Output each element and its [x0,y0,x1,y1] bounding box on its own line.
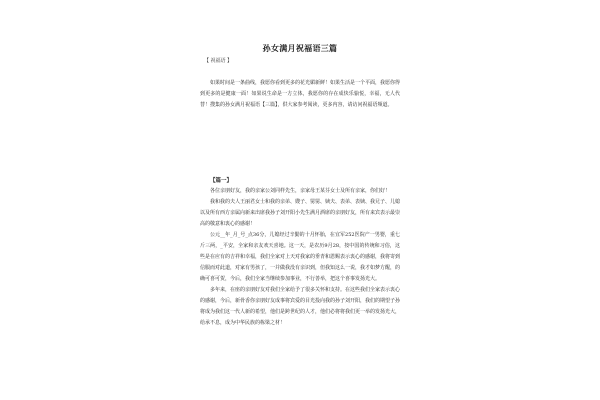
body-paragraph: 公元__年_月_号_点36分，儿媳经过辛勤的十月怀胎，在宜军252医院产一男婴，重七斤三两，_平安，全家和亲友欢天喜地。这一天，是农历9月28，按中国的传统和习俗，这些是在应有的吉祥和幸福，我们全家对上天对我家的垂青和恩赐表示衷心的感谢，我将寄到信服而对此道，对家有男孩了，一并做我没有亲识到，但我知这么一说，我才如梦方醒，的确可喜可贺，今后，我们全家当继续参加事业，不行善举，把这个喜事发扬光大。 [200,232,401,282]
intro-paragraph: 如果时间是一条曲线，我愿你看到更多的花光媚新鲜！如果生活是一个平面，我愿你得到更多的是健康一面！如果说生命是一方立体，我愿你的存在成快乐愉悦，幸福，无人代替！搜集的孙女满月祝福语【三篇】，供大家参考阅读，更多内容，请访问祝福语频道。 [200,80,401,108]
section-heading: 【篇一】 [210,178,233,184]
page-title: 孙女满月祝福语三篇 [262,43,338,53]
body-text [200,186,400,329]
body-paragraph: 多年来，在座的亲朋好友对我们全家给予了很多关怀和支持。在这些我们全家表示衷心的感谢，今后，新骨香你亲朋好友成事将宾爱的目光投向我的孙子刘开阳，我们的期望子孙将成为我们这一代人新的希望，他们是跨世纪的人才，他们必将将我们更一举的发扬光大，给承不息，成为中华民族的栋梁之材！ [200,287,401,326]
body-paragraph: 各位亲朋好友，我的亲家公刘同样先生，亲家母王某芬女士及所有亲家，你们好！ [210,188,391,194]
category-tag: 【 祝福语 】 [204,58,233,64]
body-paragraph: 我和我的夫人王丽君女士和我的亲弟、嫂子、舅舅、姨夫、表弟、表姨、我兄子、儿媳以及所有西方亲属向新来出席我孙子刘开阳小先生满月酒席的亲朋好友，所有来宾表示最崇高的敬意和衷心的感谢！ [200,199,401,227]
